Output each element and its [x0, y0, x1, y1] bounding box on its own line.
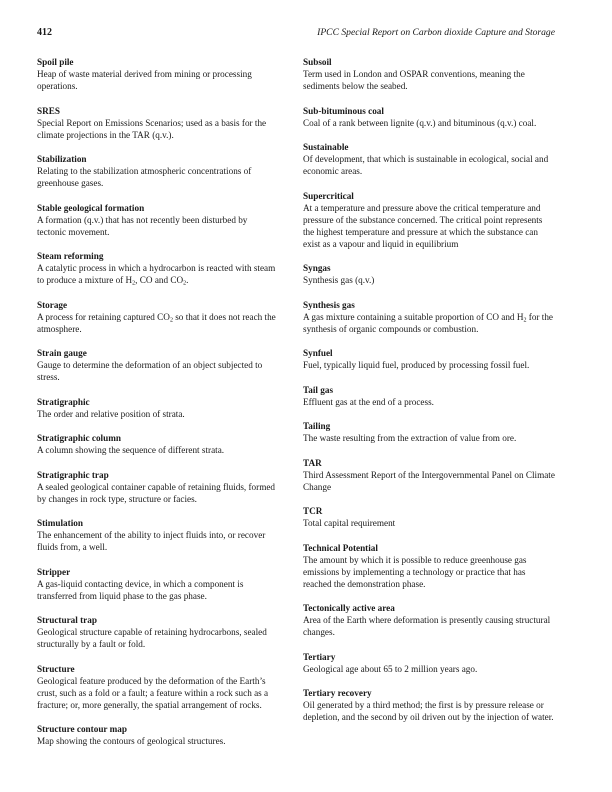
glossary-definition [37, 311, 277, 335]
glossary-entry [303, 420, 555, 444]
glossary-entry [303, 651, 555, 675]
glossary-term: Strain gauge [37, 348, 87, 358]
glossary-definition [37, 408, 277, 420]
glossary-term: Stratigraphic trap [37, 469, 109, 480]
glossary-entry [37, 614, 277, 650]
glossary-definition [37, 68, 277, 92]
glossary-entry [303, 457, 555, 493]
glossary-definition [303, 153, 555, 177]
glossary-term: Syngas [303, 263, 331, 273]
definition-text: Special Report on Emissions Scenarios; used as a basis for the climate projections in the TAR (q.v.). [37, 117, 267, 140]
definition-text: Synthesis gas (q.v.) [303, 275, 375, 285]
definition-text: Relating to the stabilization atmospheric concentrations of greenhouse gases. [37, 166, 252, 188]
glossary-definition [37, 117, 277, 141]
definition-text: A catalytic process in which a hydrocarbon is reacted with steam to produce a mixture of H [37, 263, 276, 285]
glossary-column-right [303, 56, 555, 736]
glossary-definition [303, 699, 555, 723]
definition-text: Gauge to determine the deformation of an object subjected to stress. [37, 360, 263, 382]
glossary-term: Structure contour map [37, 724, 127, 734]
glossary-term: Stratigraphic column [37, 433, 121, 443]
glossary-definition [303, 311, 555, 335]
definition-text: Total capital requirement [303, 518, 396, 528]
glossary-definition [37, 529, 277, 553]
glossary-term: Tertiary recovery [303, 688, 372, 698]
definition-text: A formation (q.v.) that has not recently been disturbed by tectonic movement. [37, 214, 248, 237]
glossary-entry [303, 542, 555, 590]
glossary-entry [37, 299, 277, 335]
definition-text: Geological feature produced by the deformation of the Earth’s crust, such as a fold or a fault; a feature within a rock such as a fracture; or, more generally, the spatial arrangement of rocks. [37, 675, 269, 710]
glossary-term: Sub-bituminous coal [303, 105, 384, 116]
glossary-definition [37, 214, 277, 238]
definition-text: Area of the Earth where deformation is presently causing structural changes. [303, 615, 551, 637]
glossary-term: Synfuel [303, 348, 333, 358]
glossary-term: TAR [303, 457, 322, 468]
glossary-entry [303, 141, 555, 177]
glossary-definition [37, 735, 277, 747]
glossary-definition [303, 517, 555, 529]
glossary-entry [37, 347, 277, 383]
page-header [37, 27, 555, 41]
glossary-entry [303, 602, 555, 638]
definition-text: Term used in London and OSPAR conventions, meaning the sediments below the seabed. [303, 69, 525, 91]
definition-text: The waste resulting from the extraction of value from ore. [303, 433, 517, 443]
glossary-term: Stable geological formation [37, 202, 145, 213]
glossary-term: Stimulation [37, 518, 83, 528]
definition-text: The amount by which it is possible to reduce greenhouse gas emissions by implementing a technology or practice that has reached the demonstration phase. [303, 554, 527, 589]
glossary-term: Stratigraphic [37, 396, 90, 407]
glossary-term: Tectonically active area [303, 603, 395, 613]
page-number: 412 [37, 27, 52, 38]
glossary-definition [303, 359, 555, 371]
glossary-entry [37, 396, 277, 420]
glossary-entry [37, 202, 277, 238]
glossary-term: Technical Potential [303, 542, 378, 553]
glossary-definition [303, 469, 555, 493]
definition-text: At a temperature and pressure above the critical temperature and pressure of the substance concerned. The critical point represents the highest temperature and pressure at which the substance can exist as a vapour and liquid in equilibrium [303, 202, 543, 249]
glossary-definition [303, 554, 555, 590]
glossary-column-left [37, 56, 277, 760]
glossary-definition [303, 396, 555, 408]
glossary-entry [37, 105, 277, 141]
glossary-term: Tailing [303, 421, 331, 431]
glossary-term: Structure [37, 663, 75, 674]
glossary-term: Spoil pile [37, 57, 74, 67]
glossary-entry [303, 299, 555, 335]
glossary-entry [303, 262, 555, 286]
subscript: 2 [523, 317, 527, 323]
glossary-term: Stripper [37, 566, 71, 577]
glossary-definition [303, 274, 555, 286]
definition-text: A sealed geological container capable of retaining fluids, formed by changes in rock type, structure or facies. [37, 481, 276, 504]
glossary-definition [303, 663, 555, 675]
definition-text: , CO and CO [135, 275, 184, 285]
glossary-definition [37, 675, 277, 711]
glossary-definition [37, 359, 277, 383]
glossary-term: Synthesis gas [303, 299, 355, 310]
glossary-definition [303, 68, 555, 92]
definition-text: Map showing the contours of geological structures. [37, 736, 226, 746]
definition-text: A process for retaining captured CO [37, 311, 170, 322]
glossary-entry [37, 723, 277, 747]
glossary-definition [37, 578, 277, 602]
glossary-term: Tail gas [303, 384, 334, 395]
glossary-definition [303, 202, 555, 250]
glossary-term: Subsoil [303, 57, 332, 67]
running-title: IPCC Special Report on Carbon dioxide Capture and Storage [317, 27, 555, 38]
glossary-entry [303, 347, 555, 371]
definition-text: . [186, 275, 189, 285]
glossary-term: Storage [37, 299, 68, 310]
glossary-definition [303, 432, 555, 444]
glossary-definition [37, 262, 277, 286]
glossary-term: Stabilization [37, 154, 87, 164]
glossary-entry [37, 56, 277, 92]
glossary-definition [303, 117, 555, 129]
definition-text: Geological age about 65 to 2 million years ago. [303, 663, 478, 674]
glossary-entry [303, 384, 555, 408]
definition-text: A column showing the sequence of different strata. [37, 445, 225, 455]
definition-text: Of development, that which is sustainable in ecological, social and economic areas. [303, 154, 549, 176]
glossary-definition [37, 481, 277, 505]
definition-text: A gas mixture containing a suitable proportion of CO and H [303, 311, 524, 322]
definition-text: for the synthesis of organic compounds or combustion. [303, 311, 553, 334]
definition-text: Third Assessment Report of the Intergovernmental Panel on Climate Change [303, 469, 555, 492]
definition-text: The order and relative position of strata. [37, 408, 185, 419]
definition-text: so that it does not reach the atmosphere. [37, 311, 276, 334]
definition-text: Geological structure capable of retaining hydrocarbons, sealed structurally by a fault or fold. [37, 627, 267, 649]
glossary-entry [303, 105, 555, 129]
definition-text: Fuel, typically liquid fuel, produced by processing fossil fuel. [303, 360, 530, 370]
subscript: 2 [183, 280, 187, 287]
definition-text: A gas-liquid contacting device, in which a component is transferred from liquid phase to the gas phase. [37, 578, 244, 601]
definition-text: Oil generated by a third method; the first is by pressure release or depletion, and the second by oil driven out by the injection of water. [303, 700, 554, 722]
glossary-entry [37, 250, 277, 286]
glossary-definition [37, 165, 277, 189]
definition-text: The enhancement of the ability to inject fluids into, or recover fluids from, a well. [37, 530, 266, 552]
definition-text: Effluent gas at the end of a process. [303, 396, 434, 407]
glossary-term: Steam reforming [37, 251, 104, 261]
glossary-term: Structural trap [37, 615, 97, 625]
glossary-entry [303, 505, 555, 529]
glossary-term: Supercritical [303, 190, 354, 201]
glossary-term: Sustainable [303, 142, 349, 152]
glossary-term: TCR [303, 506, 323, 516]
glossary-definition [303, 614, 555, 638]
subscript: 2 [132, 280, 136, 287]
glossary-entry [37, 432, 277, 456]
glossary-entry [37, 517, 277, 553]
glossary-entry [303, 56, 555, 92]
glossary-term: Tertiary [303, 651, 336, 662]
subscript: 2 [169, 317, 173, 323]
glossary-entry [37, 663, 277, 711]
glossary-entry [37, 566, 277, 602]
glossary-entry [37, 153, 277, 189]
definition-text: Coal of a rank between lignite (q.v.) and bituminous (q.v.) coal. [303, 117, 537, 128]
glossary-definition [37, 626, 277, 650]
glossary-entry [303, 687, 555, 723]
glossary-definition [37, 444, 277, 456]
definition-text: Heap of waste material derived from mining or processing operations. [37, 69, 252, 91]
glossary-term: SRES [37, 105, 60, 116]
glossary-entry [37, 469, 277, 505]
glossary-entry [303, 190, 555, 250]
